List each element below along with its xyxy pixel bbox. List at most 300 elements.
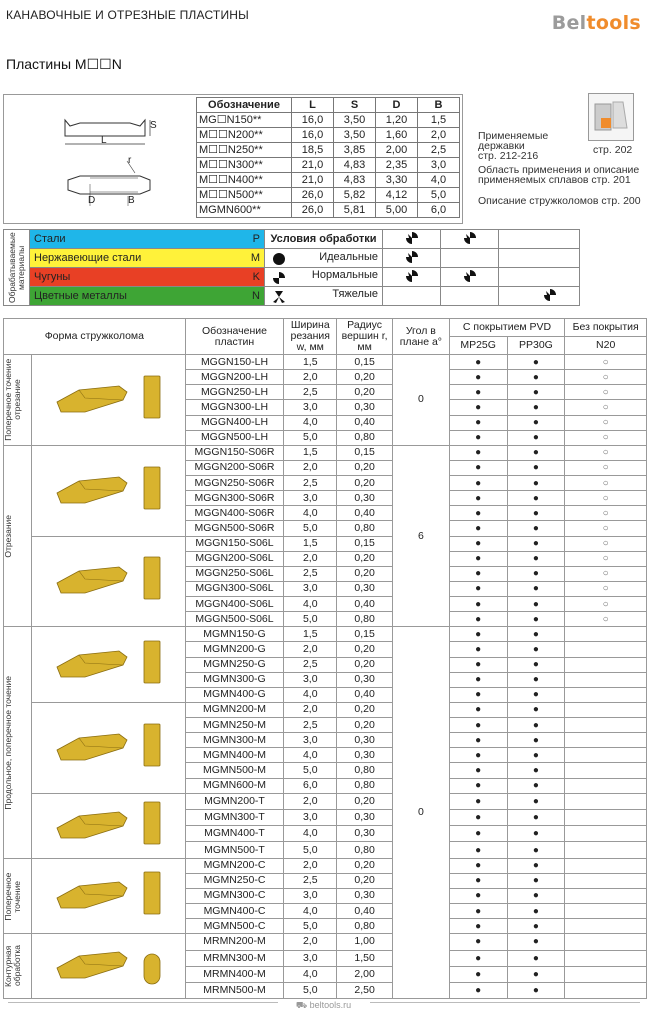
shape-header: Форма стружколома	[4, 319, 186, 355]
pp30g-availability: ●	[507, 597, 565, 612]
radius-cell: 0,15	[337, 627, 393, 642]
mp25g-availability: ●	[449, 642, 507, 657]
width-cell: 3,0	[284, 672, 337, 687]
material-code: K	[252, 271, 260, 283]
pp30g-availability: ●	[507, 748, 565, 763]
radius-cell: 0,30	[337, 672, 393, 687]
uncoated-header: Без покрытия	[565, 319, 647, 337]
width-cell: 5,0	[284, 521, 337, 536]
materials-table	[3, 229, 580, 306]
spec-cell: 26,0	[292, 188, 334, 203]
spec-cell: M☐☐N500**	[197, 188, 292, 203]
n20-availability	[565, 873, 647, 888]
material-code: P	[252, 233, 260, 245]
material-code: N	[252, 290, 260, 302]
pp30g-availability: ●	[507, 612, 565, 627]
n20-availability	[565, 888, 647, 903]
width-cell: 3,0	[284, 491, 337, 506]
radius-cell: 0,30	[337, 491, 393, 506]
designation-cell: MGGN200-S06L	[185, 551, 284, 566]
chip-icon	[463, 269, 477, 283]
designation-cell: MGGN250-S06R	[185, 476, 284, 491]
designation-cell: MGMN500-C	[185, 919, 284, 934]
insert-photo-icon	[49, 459, 167, 519]
designation-cell: MGGN250-S06L	[185, 566, 284, 581]
designation-cell: MGMN400-C	[185, 904, 284, 919]
mp25g-availability: ●	[449, 748, 507, 763]
n20-availability	[565, 657, 647, 672]
angle-cell: 0	[393, 627, 450, 999]
condition-cell	[499, 268, 580, 287]
radius-cell: 0,30	[337, 400, 393, 415]
material-steel	[30, 230, 265, 249]
n20-availability	[565, 793, 647, 809]
mp25g-availability: ●	[449, 904, 507, 919]
section-header: КАНАВОЧНЫЕ И ОТРЕЗНЫЕ ПЛАСТИНЫ	[6, 8, 249, 22]
width-cell: 3,0	[284, 733, 337, 748]
dim-b-label: B	[128, 195, 135, 206]
n20-availability: ○	[565, 415, 647, 430]
width-cell: 5,0	[284, 430, 337, 445]
condition-cell	[383, 249, 441, 268]
material-name: Цветные металлы	[34, 290, 127, 302]
chip-icon	[405, 250, 419, 264]
spec-cell: 5,0	[418, 188, 460, 203]
spec-cell: 4,12	[376, 188, 418, 203]
width-cell: 2,5	[284, 873, 337, 888]
mp25g-availability: ●	[449, 966, 507, 982]
n20-availability	[565, 858, 647, 873]
condition-cell	[499, 249, 580, 268]
radius-cell: 0,30	[337, 826, 393, 842]
radius-cell: 0,20	[337, 718, 393, 733]
spec-cell: 18,5	[292, 143, 334, 158]
radius-cell: 1,50	[337, 950, 393, 966]
spec-row	[197, 113, 460, 128]
mp25g-availability: ●	[449, 627, 507, 642]
radius-cell: 0,80	[337, 521, 393, 536]
radius-cell: 0,20	[337, 858, 393, 873]
angle-cell: 6	[393, 445, 450, 627]
n20-availability: ○	[565, 581, 647, 596]
designation-cell: MGGN400-LH	[185, 415, 284, 430]
spec-row	[197, 128, 460, 143]
materials-side-cell	[4, 230, 30, 306]
holder-page-ref[interactable]: стр. 202	[593, 144, 633, 156]
material-code: M	[250, 252, 260, 264]
radius-header: Радиус вершин r, мм	[337, 319, 393, 355]
condition-cell	[499, 230, 580, 249]
spec-table	[196, 97, 460, 218]
mp25g-availability: ●	[449, 657, 507, 672]
mp25g-availability: ●	[449, 826, 507, 842]
n20-availability	[565, 842, 647, 858]
width-header: Ширина резания w, мм	[284, 319, 337, 355]
pp30g-availability: ●	[507, 657, 565, 672]
mp25g-availability: ●	[449, 491, 507, 506]
n20-availability: ○	[565, 445, 647, 460]
materials-side-label: Обрабатываемые материалы	[6, 231, 26, 303]
designation-cell: MGMN300-T	[185, 809, 284, 825]
mp25g-availability: ●	[449, 355, 507, 370]
designation-cell: MGMN250-G	[185, 657, 284, 672]
width-cell: 3,0	[284, 400, 337, 415]
chipbreaker-ref[interactable]: Описание стружколомов стр. 200	[478, 195, 641, 207]
designation-cell: MGGN150-LH	[185, 355, 284, 370]
designation-cell: MGMN250-M	[185, 718, 284, 733]
radius-cell: 0,20	[337, 566, 393, 581]
n20-availability	[565, 983, 647, 999]
insert-photo-icon	[49, 633, 167, 693]
width-cell: 4,0	[284, 966, 337, 982]
logo-part-tools: tools	[586, 12, 641, 34]
designation-cell: MGMN400-G	[185, 687, 284, 702]
holders-ref-line1: Применяемые	[478, 130, 549, 142]
table-row[interactable]	[4, 858, 647, 873]
angle-cell: 0	[393, 355, 450, 446]
pp30g-availability: ●	[507, 672, 565, 687]
n20-availability: ○	[565, 460, 647, 475]
mp25g-availability: ●	[449, 551, 507, 566]
n20-availability	[565, 919, 647, 934]
designation-cell: MGGN300-S06R	[185, 491, 284, 506]
group-label: Поперечное точение отрезание	[3, 358, 22, 441]
designation-cell: MGMN200-G	[185, 642, 284, 657]
mp25g-availability: ●	[449, 793, 507, 809]
width-cell: 1,5	[284, 355, 337, 370]
grade-mp25g: MP25G	[449, 337, 507, 355]
chip-icon	[405, 269, 419, 283]
alloys-ref[interactable]	[478, 165, 639, 185]
radius-cell: 0,40	[337, 597, 393, 612]
spec-cell: 3,85	[334, 143, 376, 158]
spec-cell: M☐☐N250**	[197, 143, 292, 158]
width-cell: 4,0	[284, 748, 337, 763]
pp30g-availability: ●	[507, 934, 565, 950]
radius-cell: 0,20	[337, 657, 393, 672]
condition-cell	[441, 230, 499, 249]
chip-icon	[463, 231, 477, 245]
n20-availability	[565, 627, 647, 642]
chipbreaker-image-cell	[32, 934, 186, 999]
grade-n20: N20	[565, 337, 647, 355]
n20-availability	[565, 934, 647, 950]
material-nonferrous	[30, 287, 265, 306]
designation-cell: MGGN400-S06L	[185, 597, 284, 612]
n20-availability: ○	[565, 566, 647, 581]
pp30g-availability: ●	[507, 687, 565, 702]
chipbreaker-image-cell	[32, 355, 186, 446]
n20-availability	[565, 642, 647, 657]
radius-cell: 0,20	[337, 370, 393, 385]
dim-d-label: D	[88, 195, 96, 206]
spec-cell: 3,0	[418, 158, 460, 173]
heavy-chip-icon	[272, 290, 286, 304]
n20-availability	[565, 778, 647, 793]
pvd-header: С покрытием PVD	[449, 319, 565, 337]
width-cell: 3,0	[284, 581, 337, 596]
holder-thumbnail[interactable]	[588, 93, 634, 141]
designation-cell: MGGN250-LH	[185, 385, 284, 400]
radius-cell: 1,00	[337, 934, 393, 950]
mp25g-availability: ●	[449, 687, 507, 702]
spec-row	[197, 173, 460, 188]
designation-cell: MGMN400-T	[185, 826, 284, 842]
spec-cell: M☐☐N400**	[197, 173, 292, 188]
condition-name: Нормальные	[311, 269, 378, 281]
pp30g-availability: ●	[507, 551, 565, 566]
pp30g-availability: ●	[507, 521, 565, 536]
mp25g-availability: ●	[449, 763, 507, 778]
spec-header: Обозначение	[197, 98, 292, 113]
mp25g-availability: ●	[449, 718, 507, 733]
insert-photo-icon	[49, 864, 167, 924]
pp30g-availability: ●	[507, 566, 565, 581]
n20-availability	[565, 748, 647, 763]
width-cell: 2,0	[284, 370, 337, 385]
condition-cell	[441, 287, 499, 306]
n20-availability	[565, 826, 647, 842]
inserts-table	[3, 318, 647, 999]
pp30g-availability: ●	[507, 919, 565, 934]
spec-cell: 3,50	[334, 113, 376, 128]
designation-cell: MGMN300-G	[185, 672, 284, 687]
designation-cell: MGMN200-M	[185, 702, 284, 717]
radius-cell: 0,80	[337, 612, 393, 627]
width-cell: 3,0	[284, 809, 337, 825]
mp25g-availability: ●	[449, 842, 507, 858]
table-row[interactable]	[4, 934, 647, 950]
n20-availability: ○	[565, 476, 647, 491]
n20-availability	[565, 718, 647, 733]
radius-cell: 0,20	[337, 385, 393, 400]
n20-availability: ○	[565, 551, 647, 566]
chipbreaker-image-cell	[32, 627, 186, 703]
spec-cell: 4,83	[334, 173, 376, 188]
width-cell: 2,5	[284, 385, 337, 400]
width-cell: 4,0	[284, 597, 337, 612]
dim-l-label: L	[101, 135, 107, 146]
condition-label	[265, 268, 383, 287]
designation-cell: MGGN300-LH	[185, 400, 284, 415]
spec-cell: 2,0	[418, 128, 460, 143]
pp30g-availability: ●	[507, 460, 565, 475]
spec-cell: 1,20	[376, 113, 418, 128]
radius-cell: 0,30	[337, 888, 393, 903]
radius-cell: 0,20	[337, 702, 393, 717]
width-cell: 4,0	[284, 826, 337, 842]
n20-availability: ○	[565, 370, 647, 385]
material-name: Чугуны	[34, 271, 71, 283]
width-cell: 4,0	[284, 415, 337, 430]
pp30g-availability: ●	[507, 400, 565, 415]
n20-availability: ○	[565, 521, 647, 536]
insert-photo-icon	[49, 549, 167, 609]
footer[interactable]	[0, 1000, 647, 1012]
table-row[interactable]	[4, 445, 647, 460]
table-row[interactable]	[4, 793, 647, 809]
n20-availability: ○	[565, 491, 647, 506]
angle-header: Угол в плане a°	[393, 319, 450, 355]
normal-chip-icon	[272, 271, 286, 285]
pp30g-availability: ●	[507, 733, 565, 748]
condition-cell	[383, 287, 441, 306]
chip-icon	[405, 231, 419, 245]
width-cell: 4,0	[284, 904, 337, 919]
holders-ref-line2: державки	[478, 140, 525, 152]
mp25g-availability: ●	[449, 888, 507, 903]
designation-cell: MGGN150-S06L	[185, 536, 284, 551]
designation-cell: MGMN200-C	[185, 858, 284, 873]
condition-name: Тяжелые	[332, 288, 378, 300]
mp25g-availability: ●	[449, 370, 507, 385]
designation-cell: MRMN300-M	[185, 950, 284, 966]
cart-icon: ⛟	[295, 1000, 308, 1010]
mp25g-availability: ●	[449, 809, 507, 825]
radius-cell: 0,20	[337, 873, 393, 888]
chipbreaker-image-cell	[32, 858, 186, 934]
width-cell: 2,5	[284, 657, 337, 672]
width-cell: 2,0	[284, 858, 337, 873]
width-cell: 2,0	[284, 702, 337, 717]
n20-availability	[565, 763, 647, 778]
width-cell: 4,0	[284, 506, 337, 521]
condition-cell	[441, 249, 499, 268]
designation-cell: MGGN150-S06R	[185, 445, 284, 460]
designation-cell: MGGN500-S06L	[185, 612, 284, 627]
pp30g-availability: ●	[507, 627, 565, 642]
mp25g-availability: ●	[449, 778, 507, 793]
pp30g-availability: ●	[507, 888, 565, 903]
spec-row	[197, 158, 460, 173]
pp30g-availability: ●	[507, 506, 565, 521]
designation-cell: MGGN200-LH	[185, 370, 284, 385]
holders-ref[interactable]	[478, 131, 548, 161]
chipbreaker-image-cell	[32, 702, 186, 793]
pp30g-availability: ●	[507, 642, 565, 657]
pp30g-availability: ●	[507, 904, 565, 919]
radius-cell: 0,20	[337, 793, 393, 809]
alloys-ref-line2: применяемых сплавов стр. 201	[478, 174, 631, 186]
width-cell: 2,0	[284, 551, 337, 566]
mp25g-availability: ●	[449, 983, 507, 999]
designation-cell: MGMN250-C	[185, 873, 284, 888]
width-cell: 5,0	[284, 983, 337, 999]
designation-cell: MGGN500-S06R	[185, 521, 284, 536]
footer-url: beltools.ru	[309, 1000, 352, 1010]
mp25g-availability: ●	[449, 702, 507, 717]
pp30g-availability: ●	[507, 809, 565, 825]
designation-cell: MGMN500-T	[185, 842, 284, 858]
width-cell: 5,0	[284, 842, 337, 858]
radius-cell: 0,20	[337, 460, 393, 475]
table-row[interactable]	[4, 702, 647, 717]
mp25g-availability: ●	[449, 733, 507, 748]
radius-cell: 0,40	[337, 506, 393, 521]
dim-s-label: S	[150, 120, 157, 131]
n20-availability	[565, 687, 647, 702]
width-cell: 6,0	[284, 778, 337, 793]
material-stainless	[30, 249, 265, 268]
mp25g-availability: ●	[449, 581, 507, 596]
pp30g-availability: ●	[507, 950, 565, 966]
mp25g-availability: ●	[449, 934, 507, 950]
table-row[interactable]	[4, 627, 647, 642]
pp30g-availability: ●	[507, 778, 565, 793]
mp25g-availability: ●	[449, 445, 507, 460]
group-label-cell	[4, 934, 32, 999]
designation-cell: MRMN400-M	[185, 966, 284, 982]
group-label-cell	[4, 627, 32, 858]
insert-photo-icon	[49, 716, 167, 776]
table-row[interactable]	[4, 355, 647, 370]
width-cell: 5,0	[284, 612, 337, 627]
beltools-logo[interactable]	[552, 12, 641, 34]
designation-cell: MGMN400-M	[185, 748, 284, 763]
spec-cell: 16,0	[292, 128, 334, 143]
pp30g-availability: ●	[507, 536, 565, 551]
spec-cell: M☐☐N200**	[197, 128, 292, 143]
pp30g-availability: ●	[507, 491, 565, 506]
spec-cell: 2,35	[376, 158, 418, 173]
spec-header: S	[334, 98, 376, 113]
pp30g-availability: ●	[507, 355, 565, 370]
material-castiron	[30, 268, 265, 287]
spec-cell: MGMN600**	[197, 203, 292, 218]
radius-cell: 0,80	[337, 763, 393, 778]
chipbreaker-image-cell	[32, 793, 186, 858]
pp30g-availability: ●	[507, 718, 565, 733]
alloys-ref-line1: Область применения и описание	[478, 164, 640, 176]
spec-cell: 26,0	[292, 203, 334, 218]
spec-header: B	[418, 98, 460, 113]
material-name: Стали	[34, 233, 66, 245]
spec-cell: 6,0	[418, 203, 460, 218]
condition-cell	[441, 268, 499, 287]
page-title: Пластины M☐☐N	[6, 56, 122, 72]
width-cell: 4,0	[284, 687, 337, 702]
radius-cell: 0,15	[337, 536, 393, 551]
mp25g-availability: ●	[449, 858, 507, 873]
width-cell: 2,0	[284, 642, 337, 657]
designation-cell: MGMN300-C	[185, 888, 284, 903]
radius-cell: 0,80	[337, 778, 393, 793]
spec-cell: 1,60	[376, 128, 418, 143]
logo-part-bel: Bel	[551, 12, 587, 34]
group-label: Поперечное точение	[3, 871, 22, 920]
n20-availability: ○	[565, 430, 647, 445]
radius-cell: 0,80	[337, 842, 393, 858]
radius-cell: 0,40	[337, 415, 393, 430]
table-row[interactable]	[4, 536, 647, 551]
radius-cell: 0,40	[337, 904, 393, 919]
width-cell: 2,5	[284, 476, 337, 491]
width-cell: 5,0	[284, 763, 337, 778]
radius-cell: 0,30	[337, 581, 393, 596]
width-cell: 2,0	[284, 934, 337, 950]
radius-cell: 0,40	[337, 687, 393, 702]
material-name: Нержавеющие стали	[34, 252, 142, 264]
spec-cell: 5,81	[334, 203, 376, 218]
designation-header: Обозначение пластин	[185, 319, 284, 355]
group-label: Контурная обработка	[3, 945, 22, 987]
width-cell: 5,0	[284, 919, 337, 934]
width-cell: 3,0	[284, 950, 337, 966]
spec-cell: MG☐N150**	[197, 113, 292, 128]
pp30g-availability: ●	[507, 581, 565, 596]
designation-cell: MGMN150-G	[185, 627, 284, 642]
radius-cell: 0,20	[337, 642, 393, 657]
